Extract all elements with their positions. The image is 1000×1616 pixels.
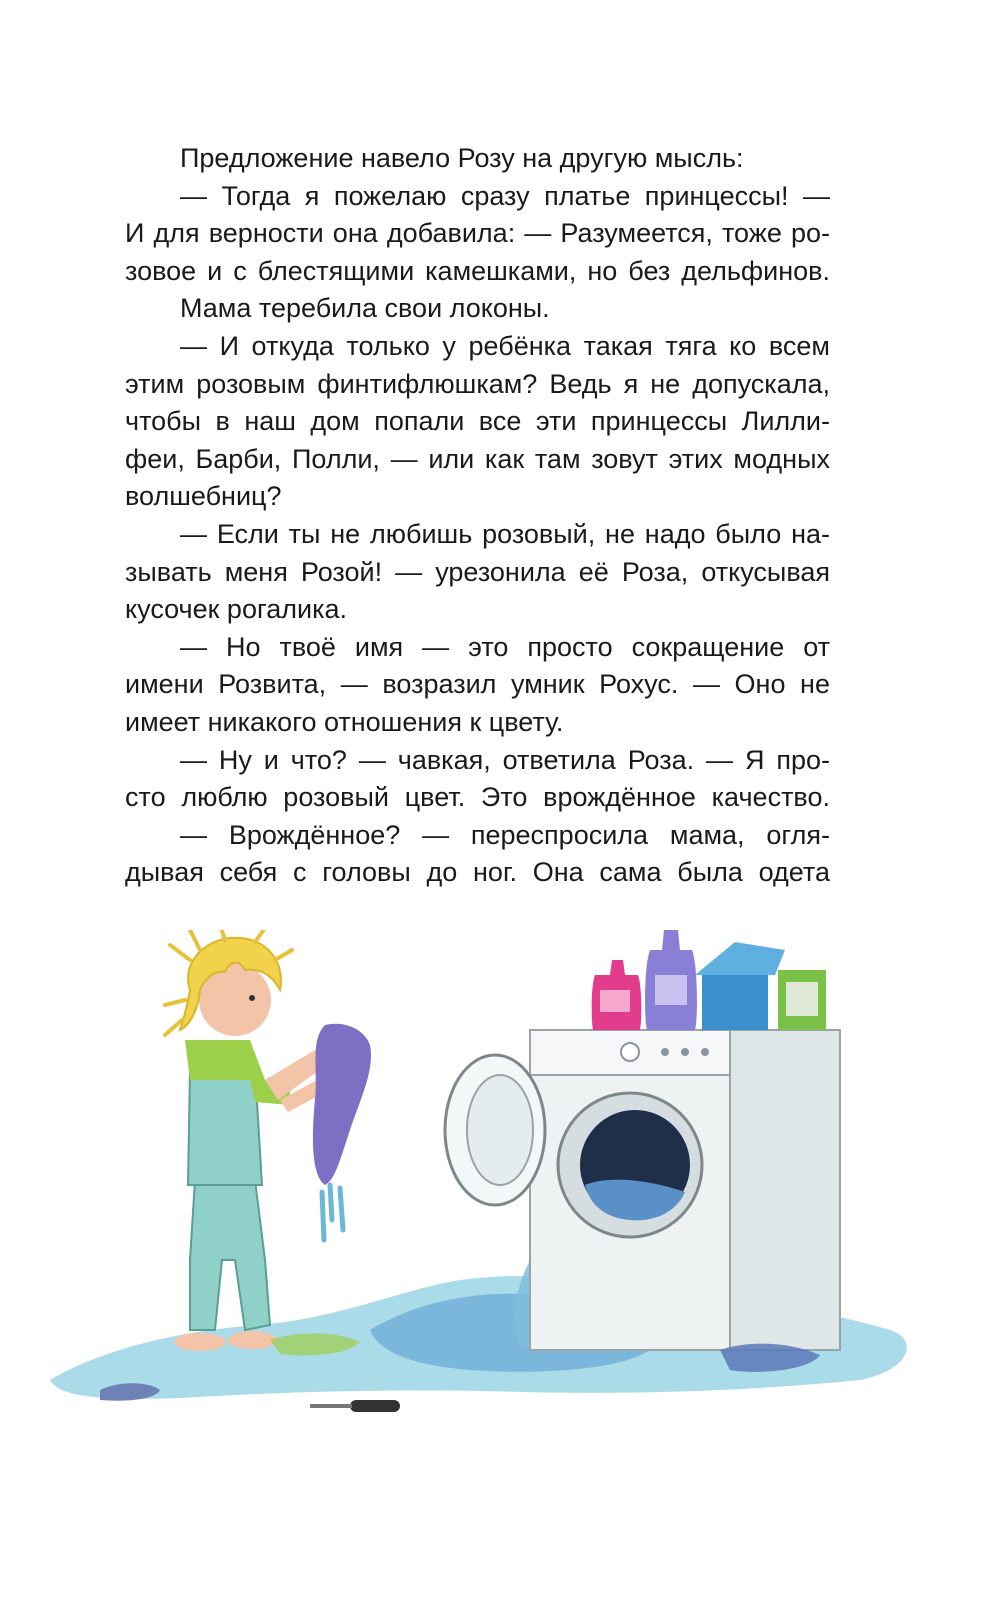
text-line: феи, Барби, Полли, — или как там зовут этих модных bbox=[125, 443, 830, 474]
text-line: зывать меня Розой! — урезонила её Роза, откусывая bbox=[125, 556, 830, 587]
text-line: — Если ты не любишь розовый, не надо было на- bbox=[180, 518, 830, 549]
story-text bbox=[125, 140, 830, 892]
text-line: кусочек рогалика. bbox=[125, 594, 347, 625]
text-line: зовое и с блестящими камешками, но без дельфинов. bbox=[125, 255, 830, 286]
pink-bottle-label bbox=[600, 990, 630, 1012]
girl-foot bbox=[174, 1333, 226, 1351]
text-line: чтобы в наш дом попали все эти принцессы Лилли- bbox=[125, 406, 830, 437]
girl-overalls-legs bbox=[190, 1180, 270, 1330]
control-knob bbox=[621, 1043, 639, 1061]
blue-tub-lid bbox=[695, 942, 785, 975]
girl-eye bbox=[249, 995, 255, 1001]
text-line: — Тогда я пожелаю сразу платье принцессы! — bbox=[180, 180, 830, 211]
text-line: имени Розвита, — возразил умник Рохус. — Оно не bbox=[125, 669, 830, 700]
girl-overalls-bib bbox=[188, 1070, 262, 1185]
green-box-label bbox=[786, 982, 818, 1016]
screwdriver-shaft bbox=[310, 1404, 352, 1408]
laundry-drips bbox=[322, 1185, 343, 1240]
washing-machine-side bbox=[730, 1030, 840, 1350]
text-line: Предложение навело Розу на другую мысль: bbox=[180, 143, 744, 173]
screwdriver-handle bbox=[350, 1400, 400, 1412]
text-line: — И откуда только у ребёнка такая тяга ко всем bbox=[180, 330, 830, 361]
text-line: этим розовым финтифлюшкам? Ведь я не допускала, bbox=[125, 368, 830, 399]
girl-foot bbox=[228, 1331, 276, 1349]
text-line: имеет никакого отношения к цвету. bbox=[125, 706, 564, 737]
purple-bottle-label bbox=[655, 975, 687, 1005]
text-line: волшебниц? bbox=[125, 481, 282, 512]
machine-door-glass bbox=[467, 1075, 533, 1185]
text-line: — Врождённое? — переспросила мама, огля- bbox=[180, 819, 830, 850]
text-line: Мама теребила свои локоны. bbox=[180, 293, 550, 324]
control-dot bbox=[661, 1048, 669, 1056]
text-line: сто люблю розовый цвет. Это врождённое качество. bbox=[125, 782, 830, 813]
text-line: — Ну и что? — чавкая, ответила Роза. — Я про- bbox=[180, 744, 830, 775]
control-dot bbox=[681, 1048, 689, 1056]
illustration bbox=[40, 930, 940, 1470]
purple-laundry bbox=[313, 1024, 371, 1185]
control-dot bbox=[701, 1048, 709, 1056]
blue-tub bbox=[702, 975, 768, 1030]
text-line: дывая себя с головы до ног. Она сама была одета bbox=[125, 857, 830, 888]
text-line: — Но твоё имя — это просто сокращение от bbox=[180, 631, 830, 662]
text-line: И для верности она добавила: — Разумеется, тоже ро- bbox=[125, 218, 830, 249]
